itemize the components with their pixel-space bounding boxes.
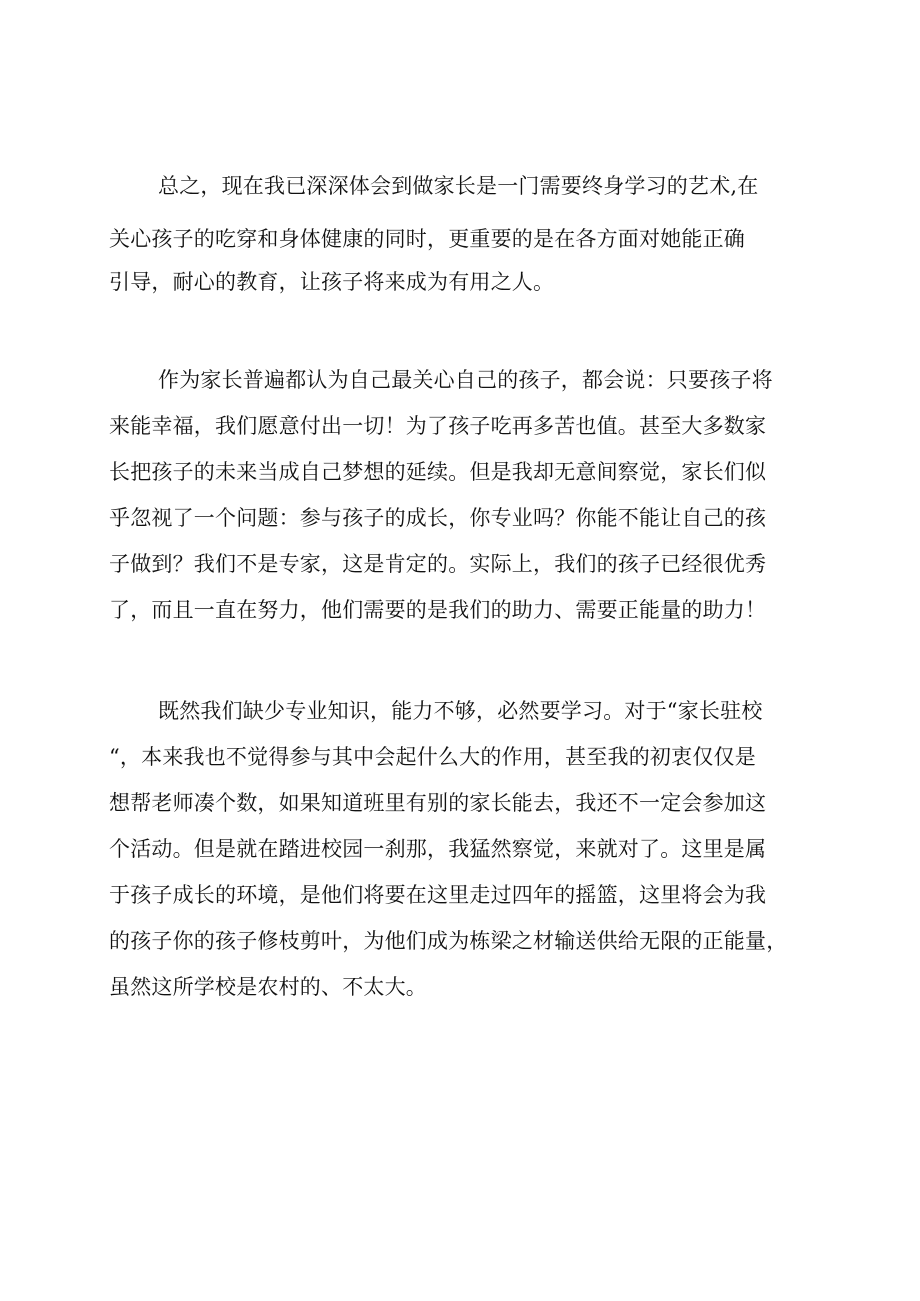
paragraph-line: 了，而且一直在努力，他们需要的是我们的助力、需要正能量的助力！ — [109, 598, 767, 622]
paragraph-line: 引导，耐心的教育，让孩子将来成为有用之人。 — [109, 270, 555, 294]
paragraph-line: 子做到？我们不是专家，这是肯定的。实际上，我们的孩子已经很优秀 — [109, 552, 767, 576]
paragraph-line: “，本来我也不觉得参与其中会起什么大的作用，甚至我的初衷仅仅是 — [109, 745, 756, 769]
paragraph-line: 既然我们缺少专业知识，能力不够，必然要学习。对于“家长驻校 — [158, 699, 763, 723]
paragraph-line: 虽然这所学校是农村的、不太大。 — [109, 975, 427, 999]
paragraph-line: 总之，现在我已深深体会到做家长是一门需要终身学习的艺术,在 — [158, 174, 759, 198]
paragraph-line: 乎忽视了一个问题：参与孩子的成长，你专业吗？你能不能让自己的孩 — [109, 506, 767, 530]
paragraph-line: 的孩子你的孩子修枝剪叶，为他们成为栋梁之材输送供给无限的正能量， — [109, 929, 788, 953]
paragraph-line: 个活动。但是就在踏进校园一刹那，我猛然察觉，来就对了。这里是属 — [109, 837, 767, 861]
paragraph-line: 来能幸福，我们愿意付出一切！为了孩子吃再多苦也值。甚至大多数家 — [109, 414, 767, 438]
paragraph-line: 作为家长普遍都认为自己最关心自己的孩子，都会说：只要孩子将 — [158, 368, 773, 392]
paragraph-line: 关心孩子的吃穿和身体健康的同时，更重要的是在各方面对她能正确 — [109, 227, 745, 251]
paragraph-line: 想帮老师凑个数，如果知道班里有别的家长能去，我还不一定会参加这 — [109, 791, 767, 815]
paragraph-line: 于孩子成长的环境，是他们将要在这里走过四年的摇篮，这里将会为我 — [109, 883, 767, 907]
paragraph-line: 长把孩子的未来当成自己梦想的延续。但是我却无意间察觉，家长们似 — [109, 460, 767, 484]
